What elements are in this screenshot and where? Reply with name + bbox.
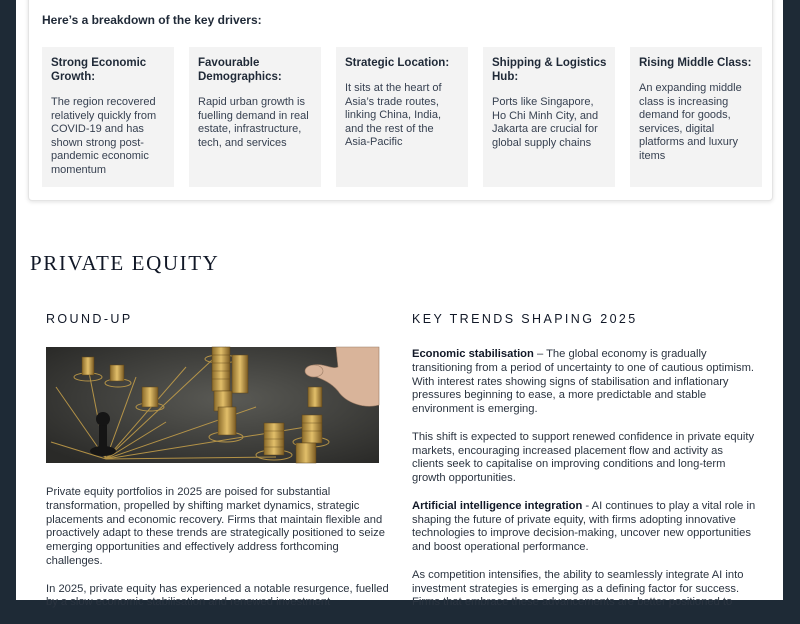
driver-text: The region recovered relatively quickly from COVID-19 and has shown strong post-pandemic economic momentum <box>51 96 157 176</box>
driver-card-middle-class <box>630 47 762 187</box>
trend-paragraph: This shift is expected to support renewed confidence in private equity markets, encouraging increased placement flow and activity as clients seek to capitalise on improving conditions and long-term growth opportunities. <box>412 430 755 485</box>
driver-card-location <box>336 47 468 187</box>
key-trends-body <box>412 348 757 624</box>
trend-lead: Artificial intelligence integration <box>412 499 583 512</box>
trend-text: – The global economy is gradually transitioning from a period of uncertainty to one of cautious optimism. With interest rates showing signs of stabilisation and inflationary pressures beginning to ease, a more predictable and stable environment is emerging. <box>412 348 755 416</box>
key-drivers-card <box>28 0 773 201</box>
driver-text: An expanding middle class is increasing demand for goods, services, digital platforms and luxury items <box>639 82 742 162</box>
roundup-heading: ROUND-UP <box>46 312 133 326</box>
trend-paragraph: As competition intensifies, the ability to seamlessly integrate AI into investment strategies is emerging as a defining factor for success. Firms that embrace these advancements are better positioned to <box>412 568 744 609</box>
coin-stacks-image <box>46 347 379 463</box>
drivers-intro: Here’s a breakdown of the key drivers: <box>42 13 262 27</box>
driver-title: Rising Middle Class: <box>639 57 752 69</box>
roundup-body <box>46 486 391 624</box>
page <box>16 0 783 609</box>
driver-title: Favourable Demographics: <box>198 57 282 83</box>
section-title: PRIVATE EQUITY <box>30 251 220 275</box>
roundup-paragraph: Private equity portfolios in 2025 are poised for substantial transformation, propelled by shifting market dynamics, strategic placements and economic recovery. Firms that maintain flexible and proactively adapt to these trends are strategically positioned to seize emerging opportunities and effectively address forthcoming challenges. <box>46 486 385 567</box>
driver-text: Ports like Singapore, Ho Chi Minh City, and Jakarta are crucial for global supply chains <box>492 96 599 149</box>
drivers-grid <box>42 47 759 187</box>
driver-card-demographics <box>189 47 321 187</box>
driver-card-economic-growth <box>42 47 174 187</box>
key-trends-heading: KEY TRENDS SHAPING 2025 <box>412 312 638 326</box>
coin-stacks-illustration <box>46 347 379 463</box>
driver-text: Rapid urban growth is fuelling demand in real estate, infrastructure, tech, and services <box>198 96 309 149</box>
roundup-paragraph: In 2025, private equity has experienced a notable resurgence, fuelled by a slow economic stabilisation and renewed investment <box>46 582 389 609</box>
driver-title: Strong Economic Growth: <box>51 57 147 83</box>
driver-card-logistics <box>483 47 615 187</box>
trend-paragraph <box>412 500 757 555</box>
trend-paragraph <box>412 348 757 417</box>
driver-title: Strategic Location: <box>345 57 450 69</box>
driver-title: Shipping & Logistics Hub: <box>492 57 607 83</box>
trend-lead: Economic stabilisation <box>412 348 534 360</box>
trend-text: - AI continues to play a vital role in shaping the future of private equity, with firms adopting innovative technologies to improve decision-making, uncover new opportunities and boost operational performance. <box>412 499 756 554</box>
driver-text: It sits at the heart of Asia’s trade routes, linking China, India, and the rest of the Asia-Pacific <box>345 82 442 149</box>
